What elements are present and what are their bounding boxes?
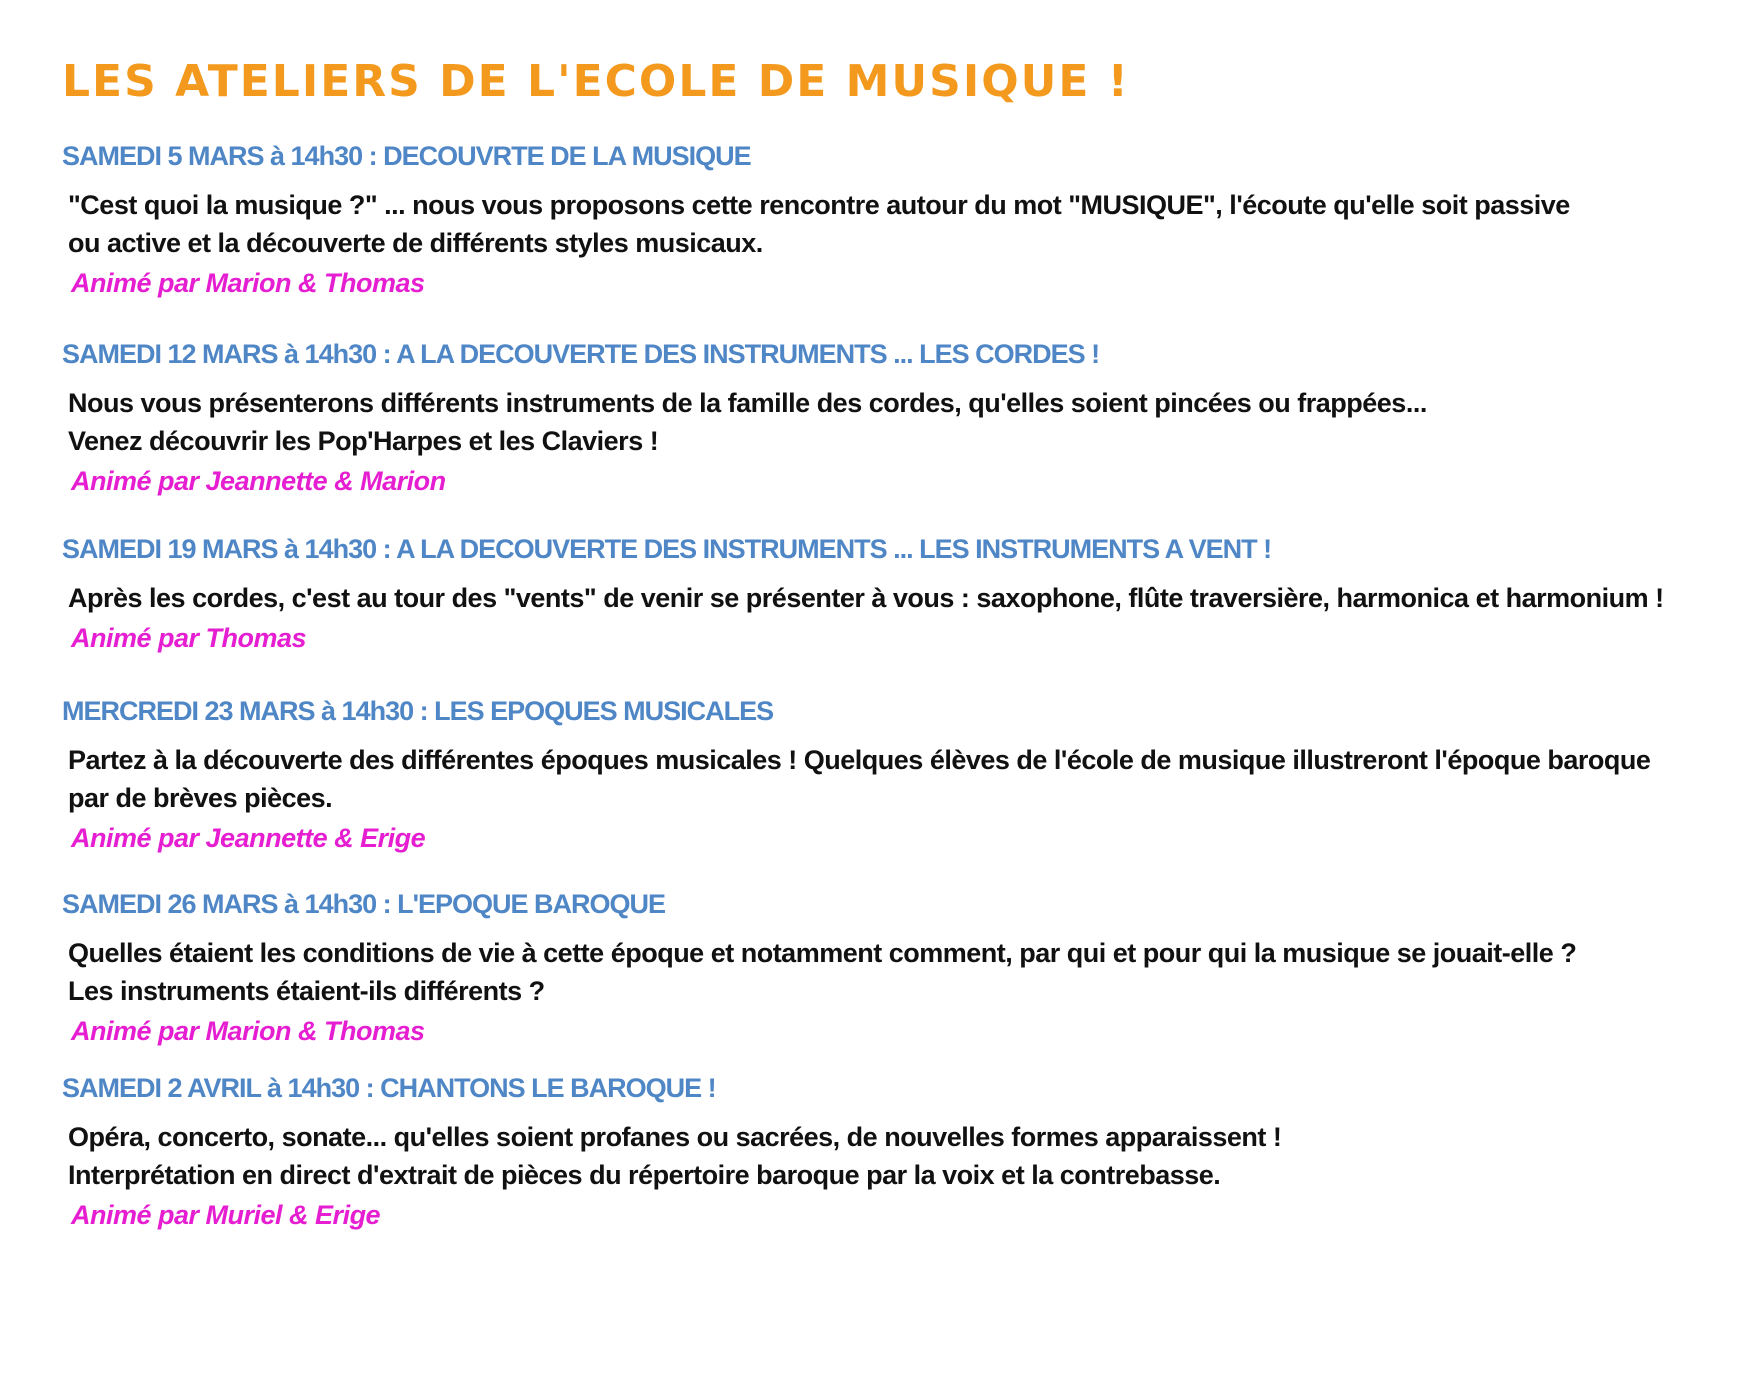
event-description-line: Interprétation en direct d'extrait de pièces du répertoire baroque par la voix et la contrebasse. [68, 1160, 1221, 1190]
event-presenter: Animé par Thomas [71, 623, 307, 653]
event-block [62, 336, 1742, 500]
event-header: SAMEDI 5 MARS à 14h30 : DECOUVRTE DE LA MUSIQUE [62, 141, 751, 171]
event-description-line: ou active et la découverte de différents styles musicaux. [68, 228, 763, 258]
event-block [62, 531, 1742, 657]
event-block [62, 1070, 1742, 1234]
event-description-line: Partez à la découverte des différentes époques musicales ! Quelques élèves de l'école de musique illustreront l'époque baroque [68, 745, 1651, 775]
event-description-line: Après les cordes, c'est au tour des "vents" de venir se présenter à vous : saxophone, flûte traversière, harmonica et harmonium ! [68, 583, 1664, 613]
event-block [62, 138, 1742, 302]
event-description-line: Les instruments étaient-ils différents ? [68, 976, 545, 1006]
event-body [68, 741, 1742, 857]
event-presenter: Animé par Muriel & Erige [71, 1200, 381, 1230]
event-description-line: "Cest quoi la musique ?" ... nous vous proposons cette rencontre autour du mot "MUSIQUE", l'écoute qu'elle soit passive [68, 190, 1570, 220]
event-body [68, 934, 1742, 1050]
event-description-line: Nous vous présenterons différents instruments de la famille des cordes, qu'elles soient pincées ou frappées... [68, 388, 1427, 418]
event-presenter: Animé par Marion & Thomas [71, 268, 425, 298]
event-header: SAMEDI 26 MARS à 14h30 : L'EPOQUE BAROQUE [62, 889, 666, 919]
page-title: LES ATELIERS DE L'ECOLE DE MUSIQUE ! [62, 56, 1130, 107]
event-description-line: Quelles étaient les conditions de vie à cette époque et notamment comment, par qui et pour qui la musique se jouait-elle ? [68, 938, 1577, 968]
event-body [68, 186, 1742, 302]
event-body [68, 384, 1742, 500]
event-block [62, 886, 1742, 1050]
event-header: SAMEDI 19 MARS à 14h30 : A LA DECOUVERTE DES INSTRUMENTS ... LES INSTRUMENTS A VENT ! [62, 534, 1272, 564]
event-description-line: par de brèves pièces. [68, 783, 333, 813]
event-header: MERCREDI 23 MARS à 14h30 : LES EPOQUES MUSICALES [62, 696, 774, 726]
event-presenter: Animé par Jeannette & Erige [71, 823, 426, 853]
event-body [68, 1118, 1742, 1234]
event-presenter: Animé par Marion & Thomas [71, 1016, 425, 1046]
event-block [62, 693, 1742, 857]
event-body [68, 579, 1742, 657]
event-description-line: Opéra, concerto, sonate... qu'elles soient profanes ou sacrées, de nouvelles formes apparaissent ! [68, 1122, 1282, 1152]
event-header: SAMEDI 12 MARS à 14h30 : A LA DECOUVERTE DES INSTRUMENTS ... LES CORDES ! [62, 339, 1100, 369]
event-presenter: Animé par Jeannette & Marion [71, 466, 446, 496]
event-header: SAMEDI 2 AVRIL à 14h30 : CHANTONS LE BAROQUE ! [62, 1073, 716, 1103]
event-description-line: Venez découvrir les Pop'Harpes et les Claviers ! [68, 426, 659, 456]
